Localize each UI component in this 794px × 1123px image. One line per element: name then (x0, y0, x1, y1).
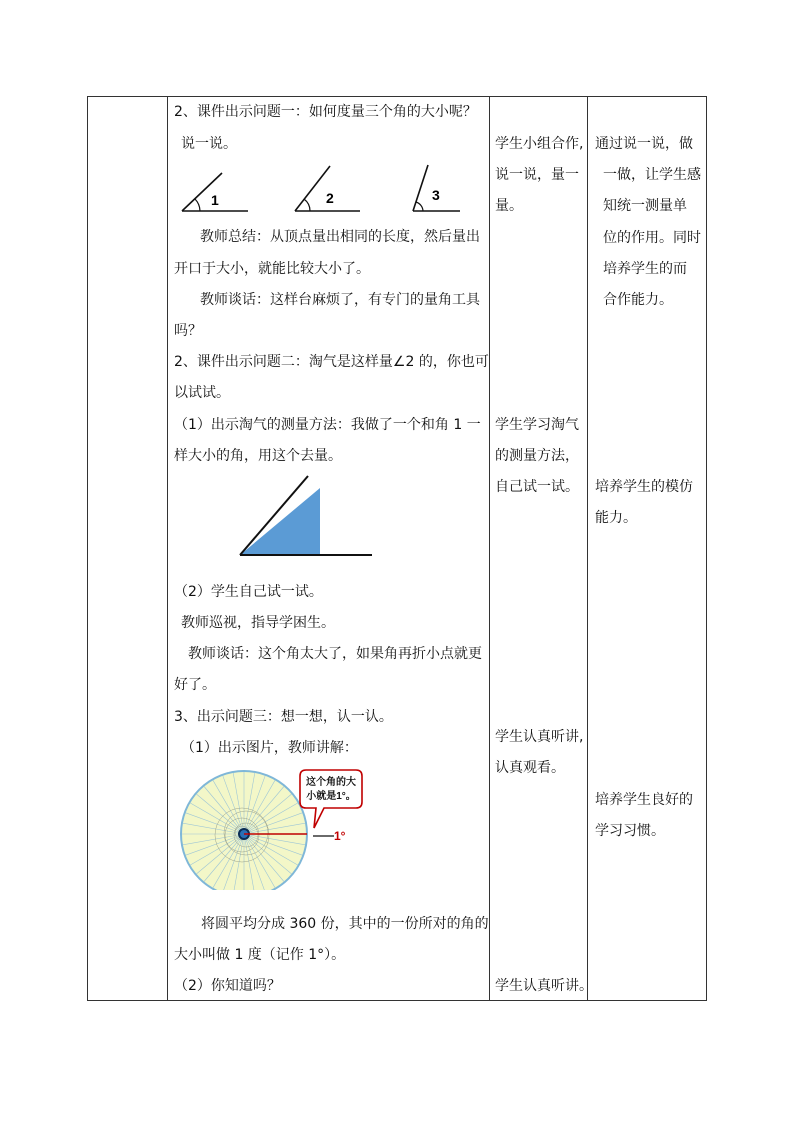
activity-1-line2: 说一说，量一 (495, 167, 579, 183)
show-picture-line: （1）出示图片，教师讲解： (181, 740, 358, 756)
method-line1: （1）出示淘气的测量方法：我做了一个和角 1 一 (174, 417, 481, 433)
teacher-summary-line2: 开口于大小，就能比较大小了。 (174, 261, 370, 277)
angle-2 (295, 166, 360, 211)
definition-line2: 大小叫做 1 度（记作 1°）。 (174, 947, 346, 963)
problem-two-line2: 以试试。 (174, 385, 230, 401)
callout-bubble (300, 770, 362, 828)
measuring-angle-figure (236, 472, 376, 560)
did-you-know: （2）你知道吗？ (174, 978, 281, 994)
column-divider (587, 97, 588, 1000)
column-divider (489, 97, 490, 1000)
problem-two-title: 2、课件出示问题二：淘气是这样量∠2 的，你也可 (174, 354, 489, 370)
teacher-talk2-line2: 好了。 (174, 677, 216, 693)
problem-one-prompt: 说一说。 (181, 136, 237, 152)
three-angles-figure (170, 160, 460, 218)
callout-text-line2: 小就是1°。 (306, 791, 356, 802)
teacher-talk-line2: 吗？ (174, 323, 202, 339)
one-degree-label: 1° (334, 829, 346, 843)
activity-1-line1: 学生小组合作, (495, 136, 584, 152)
intent-3-line2: 学习习惯。 (595, 823, 665, 839)
intent-2-line2: 能力。 (595, 510, 637, 526)
column-divider (167, 97, 168, 1000)
problem-one-title: 2、课件出示问题一：如何度量三个角的大小呢？ (174, 104, 477, 120)
definition-line1: 将圆平均分成 360 份，其中的一份所对的角的 (201, 916, 489, 932)
activity-3-line1: 学生认真听讲, (495, 729, 584, 745)
activity-2-line3: 自己试一试。 (495, 479, 579, 495)
callout-text-line1: 这个角的大 (306, 777, 356, 788)
intent-1-line3: 知统一测量单 (603, 198, 687, 214)
teacher-patrol: 教师巡视，指导学困生。 (181, 615, 335, 631)
angle-3-label: 3 (432, 187, 440, 203)
method-line2: 样大小的角，用这个去量。 (174, 448, 342, 464)
angle-1-label: 1 (211, 192, 219, 208)
degree-protractor-figure (174, 768, 366, 890)
intent-1-line4: 位的作用。同时 (603, 230, 701, 246)
paper-angle-triangle (240, 488, 320, 555)
activity-3-line2: 认真观看。 (495, 760, 565, 776)
intent-1-line2: 一做，让学生感 (603, 167, 701, 183)
angle-3 (413, 165, 460, 211)
teacher-talk2-line1: 教师谈话：这个角太大了，如果角再折小点就更 (188, 646, 482, 662)
intent-1-line5: 培养学生的而 (603, 261, 687, 277)
teacher-talk-line1: 教师谈话：这样台麻烦了，有专门的量角工具 (200, 292, 480, 308)
intent-3-line1: 培养学生良好的 (595, 792, 693, 808)
teacher-summary-line1: 教师总结：从顶点量出相同的长度，然后量出 (200, 229, 480, 245)
activity-2-line1: 学生学习淘气 (495, 417, 579, 433)
activity-4-line1: 学生认真听讲。 (495, 978, 593, 994)
activity-2-line2: 的测量方法， (495, 448, 579, 464)
problem-three-title: 3、出示问题三：想一想，认一认。 (174, 709, 393, 725)
activity-1-line3: 量。 (495, 198, 523, 214)
intent-2-line1: 培养学生的模仿 (595, 479, 693, 495)
intent-1-line6: 合作能力。 (603, 292, 673, 308)
angle-1 (182, 173, 248, 211)
intent-1-line1: 通过说一说，做 (595, 136, 693, 152)
angle-2-label: 2 (326, 190, 334, 206)
student-try: （2）学生自己试一试。 (174, 584, 323, 600)
